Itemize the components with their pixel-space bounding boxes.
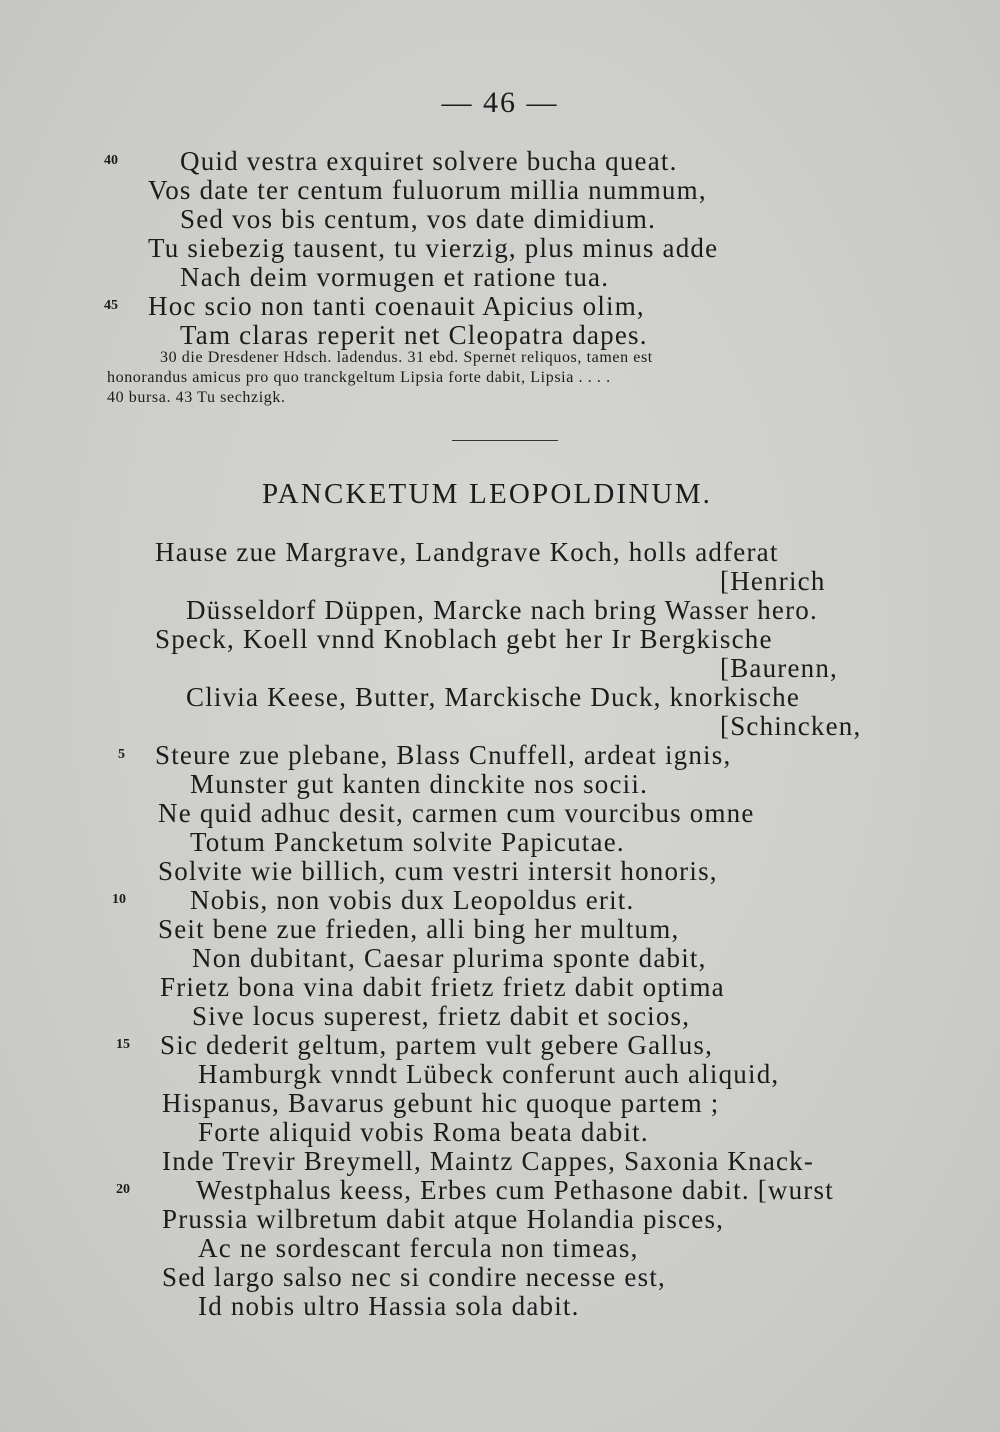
verse-line: Quid vestra exquiret solvere bucha queat. <box>180 146 678 176</box>
verse-line: Sive locus superest, frietz dabit et socios, <box>192 1001 691 1031</box>
verse-line: Id nobis ultro Hassia sola dabit. <box>198 1291 580 1321</box>
line-number: 15 <box>116 1037 130 1052</box>
verse-line: Speck, Koell vnnd Knoblach gebt her Ir Bergkische <box>155 624 773 654</box>
verse-line: Nach deim vormugen et ratione tua. <box>180 262 610 292</box>
verse-continuation: [Henrich <box>720 566 826 596</box>
verse-line: Tam claras reperit net Cleopatra dapes. <box>180 320 648 350</box>
verse-line: Prussia wilbretum dabit atque Holandia pisces, <box>162 1204 725 1234</box>
verse-continuation: [Baurenn, <box>720 653 839 683</box>
verse-line: Vos date ter centum fuluorum millia nummum, <box>148 175 707 205</box>
verse-line: Hoc scio non tanti coenauit Apicius olim, <box>148 291 645 321</box>
line-number: 20 <box>116 1182 130 1197</box>
footnotes <box>107 348 897 408</box>
verse-line: Totum Pancketum solvite Papicutae. <box>190 827 625 857</box>
verse-line: Sed vos bis centum, vos date dimidium. <box>180 204 657 234</box>
verse-line: Seit bene zue frieden, alli bing her multum, <box>158 914 680 944</box>
verse-line: Ne quid adhuc desit, carmen cum vourcibus omne <box>158 798 755 828</box>
verse-line: Nobis, non vobis dux Leopoldus erit. <box>190 885 635 915</box>
verse-line: Steure zue plebane, Blass Cnuffell, ardeat ignis, <box>155 740 732 770</box>
verse-line: Non dubitant, Caesar plurima sponte dabit, <box>192 943 707 973</box>
verse-line: Tu siebezig tausent, tu vierzig, plus minus adde <box>148 233 719 263</box>
verse-line: Inde Trevir Breymell, Maintz Cappes, Saxonia Knack- <box>162 1146 815 1176</box>
verse-line: Clivia Keese, Butter, Marckische Duck, knorkische <box>186 682 801 712</box>
line-number: 45 <box>104 298 118 313</box>
line-number: 5 <box>118 747 125 762</box>
verse-continuation: [Schincken, <box>720 711 862 741</box>
verse-line: Munster gut kanten dinckite nos socii. <box>190 769 649 799</box>
line-number: 10 <box>112 892 126 907</box>
verse-line: Forte aliquid vobis Roma beata dabit. <box>198 1117 649 1147</box>
page-number: — 46 — <box>441 86 559 119</box>
line-number: 40 <box>104 153 118 168</box>
poem-title: PANCKETUM LEOPOLDINUM. <box>262 478 713 510</box>
footnote-line: 30 die Dresdener Hdsch. ladendus. 31 ebd. Spernet reliquos, tamen est <box>160 349 653 366</box>
verse-line: Hamburgk vnndt Lübeck conferunt auch aliquid, <box>198 1059 780 1089</box>
verse-line: Frietz bona vina dabit frietz frietz dabit optima <box>160 972 725 1002</box>
verse-line: Sed largo salso nec si condire necesse est, <box>162 1262 666 1292</box>
verse-line: Hause zue Margrave, Landgrave Koch, holls adferat <box>155 537 779 567</box>
verse-line: Ac ne sordescant fercula non timeas, <box>198 1233 639 1263</box>
verse-line: Sic dederit geltum, partem vult gebere Gallus, <box>160 1030 714 1060</box>
verse-line: Hispanus, Bavarus gebunt hic quoque partem ; <box>162 1088 720 1118</box>
verse-line: Westphalus keess, Erbes cum Pethasone dabit. [wurst <box>196 1175 834 1205</box>
verse-line: Düsseldorf Düppen, Marcke nach bring Wasser hero. <box>186 595 818 625</box>
section-divider <box>452 440 558 441</box>
footnote-line: 40 bursa. 43 Tu sechzigk. <box>107 389 286 406</box>
footnote-line: honorandus amicus pro quo tranckgeltum Lipsia forte dabit, Lipsia . . . . <box>107 369 611 386</box>
verse-line: Solvite wie billich, cum vestri intersit honoris, <box>158 856 718 886</box>
